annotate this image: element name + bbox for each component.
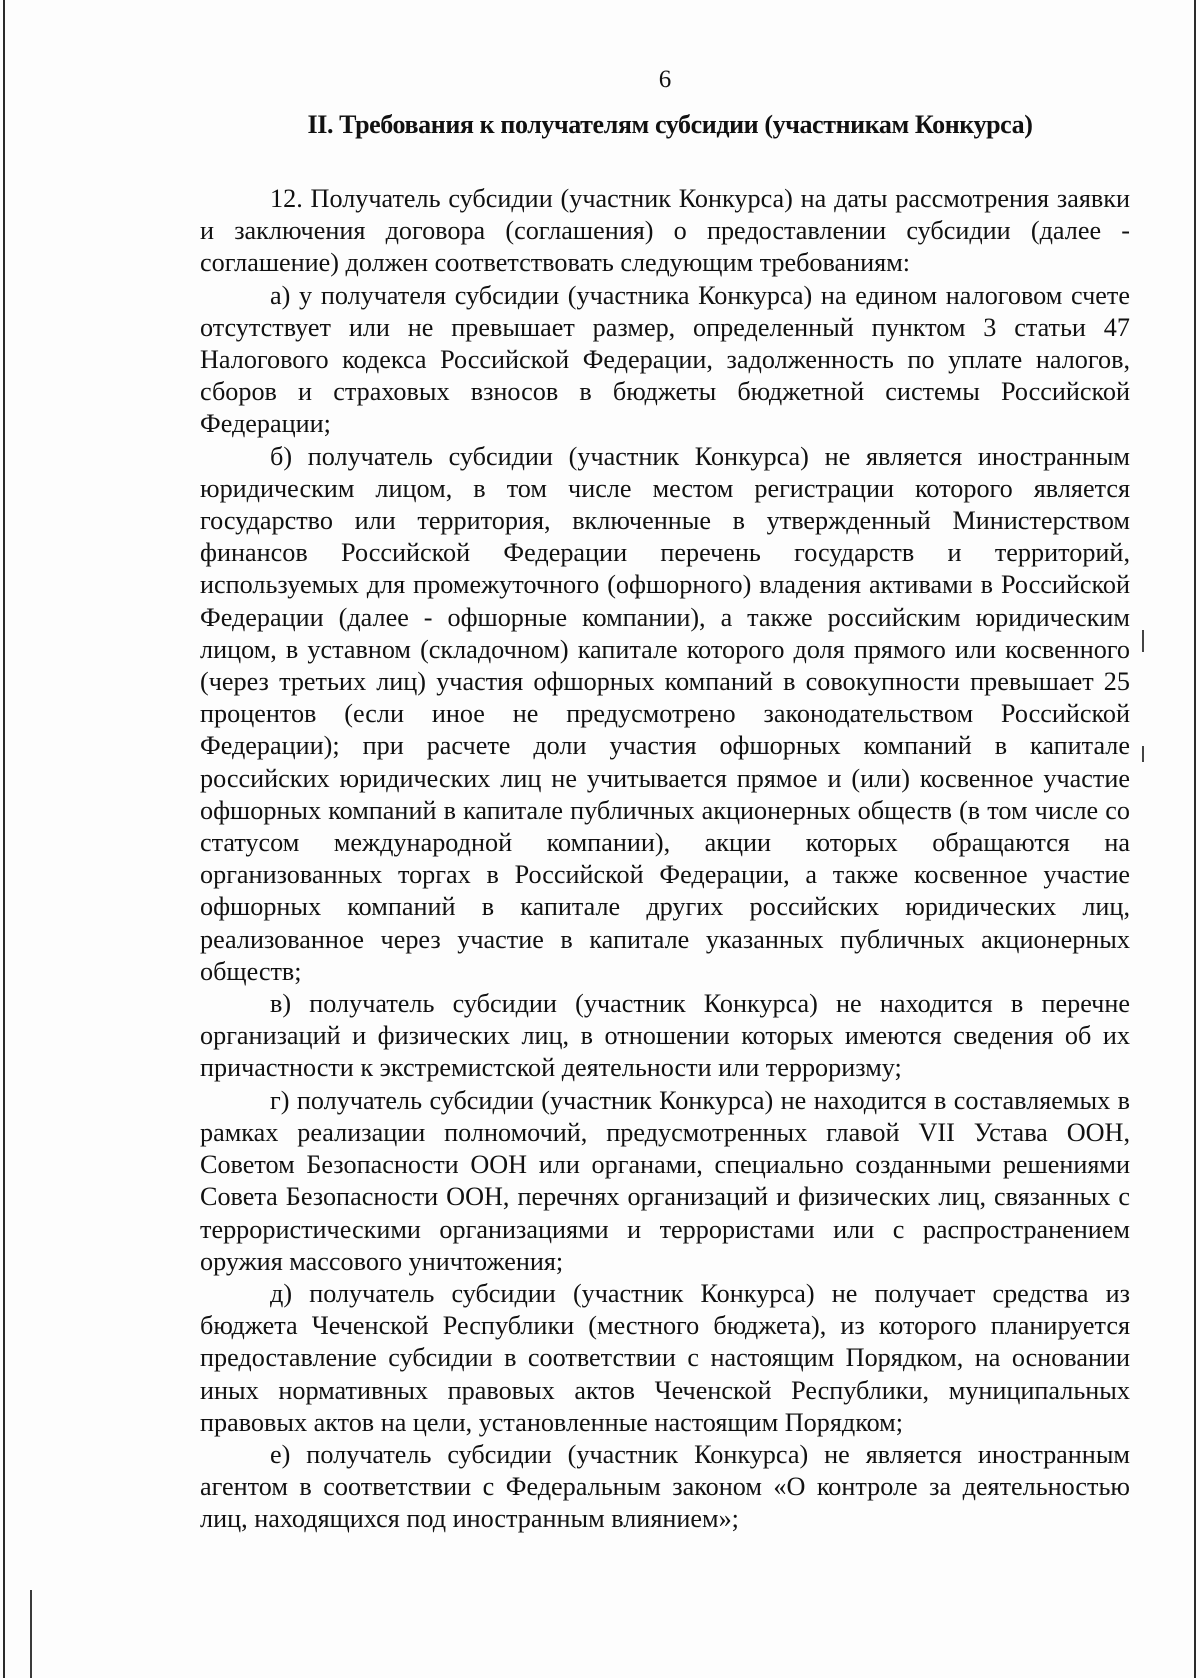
paragraph-b: б) получатель субсидии (участник Конкурса) не является иностранным юридическим лицом, в том числе местом регистрации которого является государство или территория, включенные в утвержденный Министерством финансов Российской Федерации перечень государств и территорий, используемых для промежуточного (офшорного) владения активами в Российской Федерации (далее - офшорные компании), а также российским юридическим лицом, в уставном (складочном) капитале которого доля прямого или косвенного (через третьих лиц) участия офшорных компаний в совокупности превышает 25 процентов (если иное не предусмотрено законодательством Российской Федерации); при расчете доли участия офшорных компаний в капитале российских юридических лиц не учитывается прямое и (или) косвенное участие офшорных компаний в капитале публичных акционерных обществ (в том числе со статусом международной компании), акции которых обращаются на организованных торгах в Российской Федерации, а также косвенное участие офшорных компаний в капитале других российских юридических лиц, реализованное через участие в капитале указанных публичных акционерных обществ;	[200, 441, 1130, 986]
page-number: 6	[658, 66, 672, 93]
scan-border-right	[1194, 0, 1196, 1678]
paragraph-v: в) получатель субсидии (участник Конкурса) не находится в перечне организаций и физических лиц, в отношении которых имеются сведения об их причастности к экстремистской деятельности или терроризму;	[200, 989, 1130, 1083]
paragraph-e: е) получатель субсидии (участник Конкурса) не является иностранным агентом в соответствии с Федеральным законом «О контроле за деятельностью лиц, находящихся под иностранным влиянием»;	[200, 1439, 1130, 1534]
paragraph-12: 12. Получатель субсидии (участник Конкурса) на даты рассмотрения заявки и заключения договора (соглашения) о предоставлении субсидии (далее - соглашение) должен соответствовать следующим требованиям:	[200, 184, 1130, 278]
paragraph-g: г) получатель субсидии (участник Конкурса) не находится в составляемых в рамках реализации полномочий, предусмотренных главой VII Устава ООН, Советом Безопасности ООН или органами, специально созданными решениями Совета Безопасности ООН, перечнях организаций и физических лиц, связанных с террористическими организациями и террористами или с распространением оружия массового уничтожения;	[200, 1085, 1130, 1276]
scan-border-left-inner	[30, 1590, 32, 1678]
scan-border-left	[3, 0, 5, 1678]
section-title: II. Требования к получателям субсидии (участникам Конкурса)	[307, 110, 1033, 139]
scan-mark	[1142, 746, 1144, 762]
document-body	[200, 183, 1130, 1536]
scan-mark	[1142, 630, 1144, 652]
paragraph-d: д) получатель субсидии (участник Конкурса) не получает средства из бюджета Чеченской Республики (местного бюджета), из которого планируется предоставление субсидии в соответствии с настоящим Порядком, на основании иных нормативных правовых актов Чеченской Республики, муниципальных правовых актов на цели, установленные настоящим Порядком;	[200, 1278, 1130, 1437]
paragraph-a: а) у получателя субсидии (участника Конкурса) на едином налоговом счете отсутствует или не превышает размер, определенный пунктом 3 статьи 47 Налогового кодекса Российской Федерации, задолженность по уплате налогов, сборов и страховых взносов в бюджеты бюджетной системы Российской Федерации;	[200, 280, 1130, 439]
